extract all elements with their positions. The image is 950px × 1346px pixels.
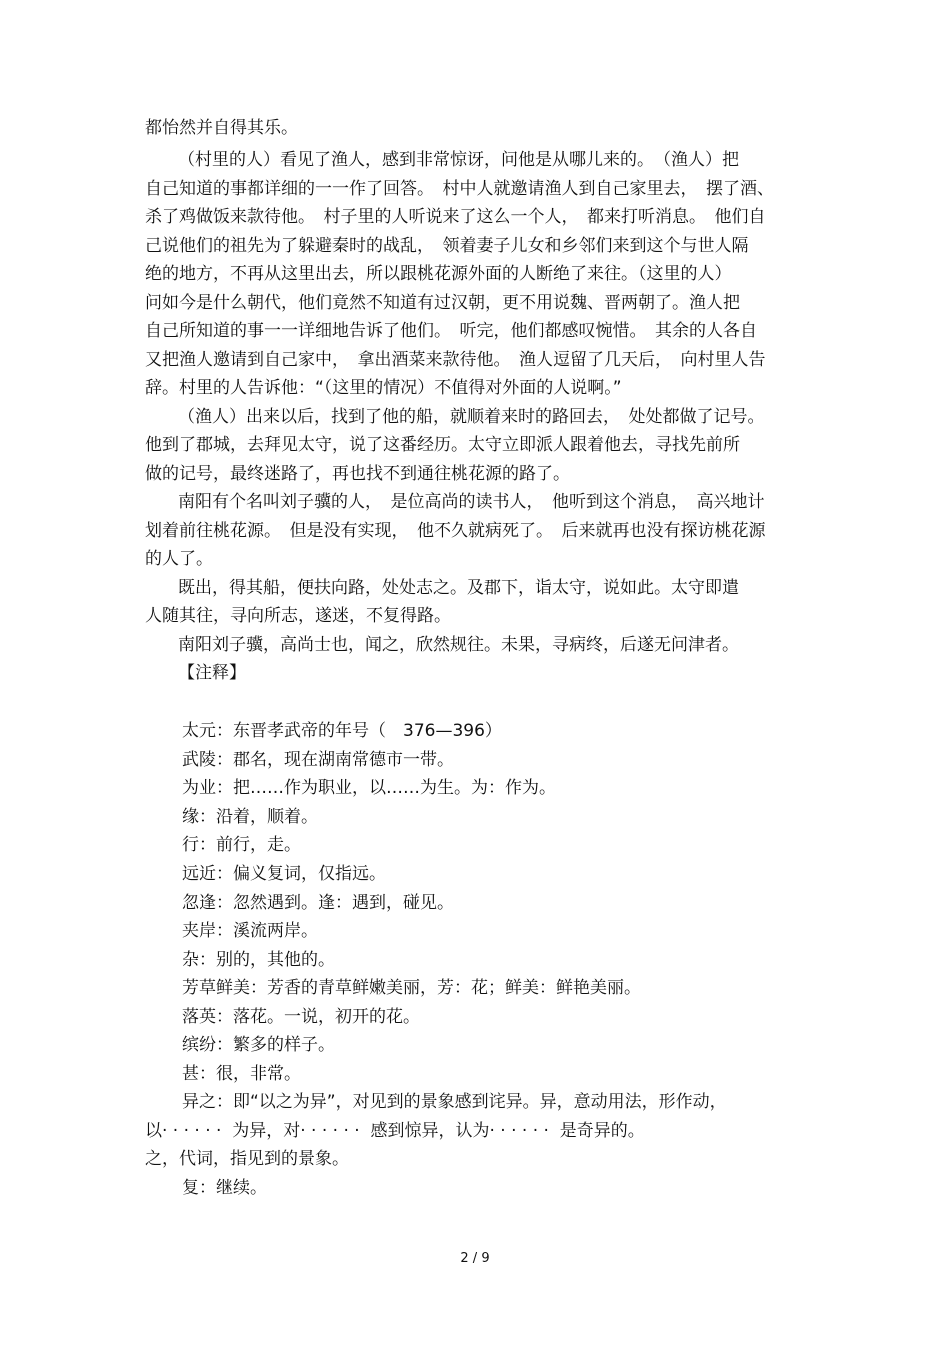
note-line: 甚：很，非常。: [182, 1064, 301, 1084]
body-line: 的人了。: [145, 549, 213, 569]
body-line: （渔人）出来以后，找到了他的船，就顺着来时的路回去， 处处都做了记号。: [178, 407, 765, 427]
body-line: 他到了郡城，去拜见太守，说了这番经历。太守立即派人跟着他去，寻找先前所: [145, 435, 740, 455]
body-line: 辞。村里的人告诉他：“（这里的情况）不值得对外面的人说啊。”: [145, 378, 622, 398]
note-line: 武陵：郡名，现在湖南常德市一带。: [182, 750, 454, 770]
body-line: 问如今是什么朝代，他们竟然不知道有过汉朝，更不用说魏、晋两朝了。渔人把: [145, 293, 740, 313]
body-line: 人随其往，寻向所志，遂迷，不复得路。: [145, 606, 451, 626]
note-line: 之，代词，指见到的景象。: [145, 1149, 349, 1169]
note-line: 夹岸：溪流两岸。: [182, 921, 318, 941]
body-line: 杀了鸡做饭来款待他。 村子里的人听说来了这么一个人， 都来打听消息。 他们自: [145, 207, 766, 227]
note-line: 异之：即“以之为异”，对见到的景象感到诧异。异，意动用法，形作动，: [182, 1092, 727, 1112]
page-number: 2 / 9: [460, 1251, 490, 1266]
note-line: 杂：别的，其他的。: [182, 950, 335, 970]
body-line: 又把渔人邀请到自己家中， 拿出酒菜来款待他。 渔人逗留了几天后， 向村里人告: [145, 350, 766, 370]
note-line: 复：继续。: [182, 1178, 267, 1198]
note-line: 忽逢：忽然遇到。逢：遇到，碰见。: [182, 893, 454, 913]
note-line: 太元：东晋孝武帝的年号（ 376—396）: [182, 721, 502, 741]
note-line: 行：前行，走。: [182, 835, 301, 855]
section-heading: 【注释】: [178, 663, 246, 683]
body-line: 自己知道的事都详细的一一作了回答。 村中人就邀请渔人到自己家里去， 摆了酒、: [145, 179, 774, 199]
note-line: 缤纷：繁多的样子。: [182, 1035, 335, 1055]
note-line: 芳草鲜美：芳香的青草鲜嫩美丽，芳：花；鲜美：鲜艳美丽。: [182, 978, 641, 998]
body-line: 南阳刘子骥，高尚士也，闻之，欣然规往。未果，寻病终，后遂无问津者。: [178, 635, 739, 655]
body-line: 都怡然并自得其乐。: [145, 118, 298, 138]
note-line: 为业：把……作为职业，以……为生。为：作为。: [182, 778, 556, 798]
note-line: 以· · · · · · 为异，对· · · · · · 感到惊异，认为· · · · · · 是奇异的。: [145, 1121, 645, 1141]
body-line: 己说他们的祖先为了躲避秦时的战乱， 领着妻子儿女和乡邻们来到这个与世人隔: [145, 236, 749, 256]
body-line: 绝的地方，不再从这里出去，所以跟桃花源外面的人断绝了来往。（这里的人）: [145, 264, 732, 284]
body-line: 做的记号，最终迷路了，再也找不到通往桃花源的路了。: [145, 464, 570, 484]
body-line: 既出，得其船，便扶向路，处处志之。及郡下，诣太守，说如此。太守即遣: [178, 578, 739, 598]
body-line: （村里的人）看见了渔人，感到非常惊讶，问他是从哪儿来的。 （渔人）把: [178, 150, 739, 170]
body-line: 自己所知道的事一一详细地告诉了他们。 听完，他们都感叹惋惜。 其余的人各自: [145, 321, 757, 341]
note-line: 落英：落花。一说，初开的花。: [182, 1007, 420, 1027]
note-line: 缘：沿着，顺着。: [182, 807, 318, 827]
body-line: 划着前往桃花源。 但是没有实现， 他不久就病死了。 后来就再也没有探访桃花源: [145, 521, 766, 541]
body-line: 南阳有个名叫刘子骥的人， 是位高尚的读书人， 他听到这个消息， 高兴地计: [178, 492, 765, 512]
note-line: 远近：偏义复词，仅指远。: [182, 864, 386, 884]
